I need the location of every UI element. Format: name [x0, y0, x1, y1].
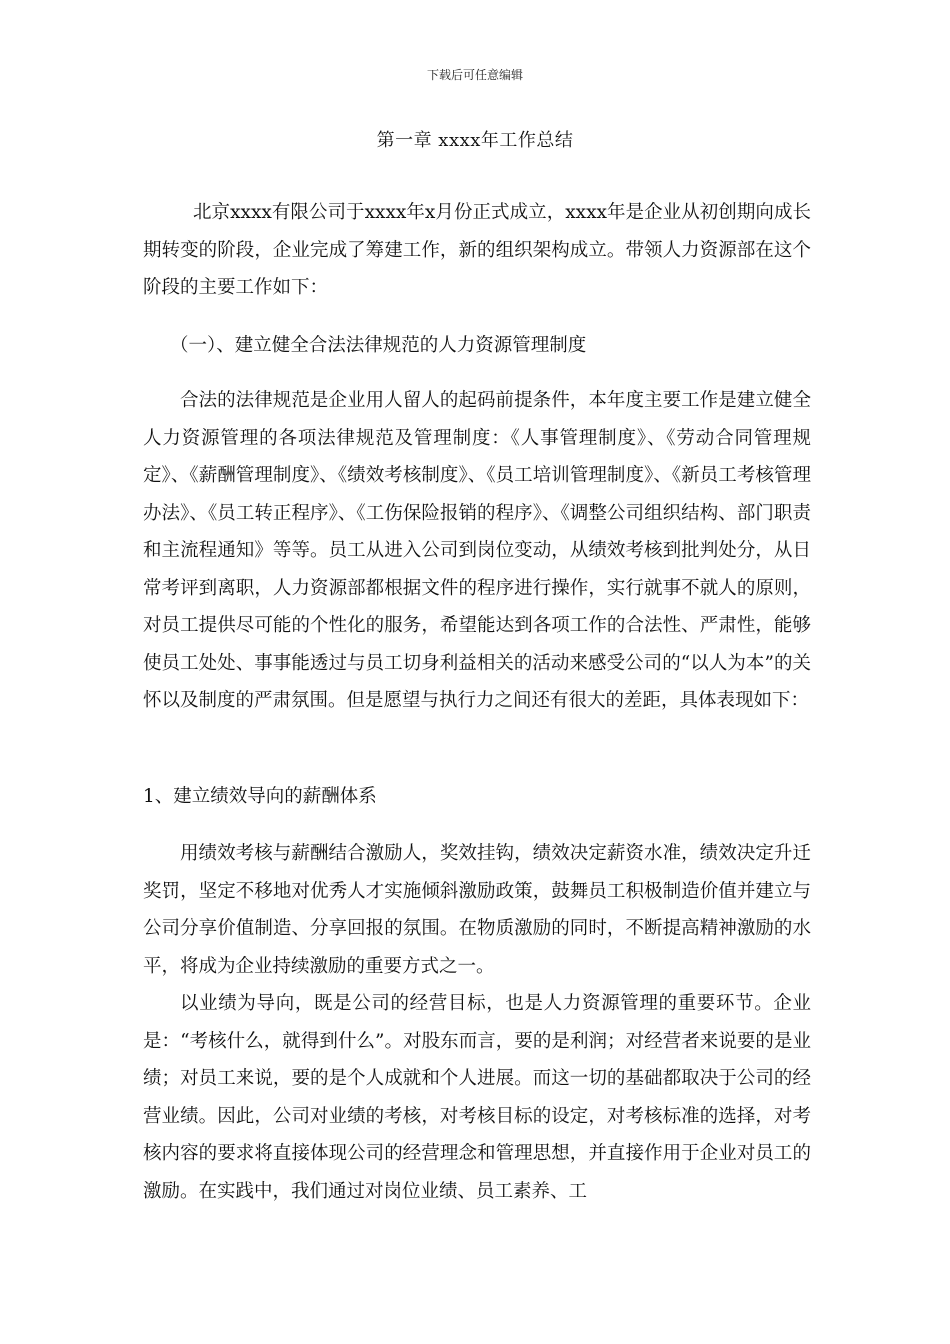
performance-paragraph: 用绩效考核与薪酬结合激励人，奖效挂钩，绩效决定薪资水准，绩效决定升迁奖罚，坚定不移地对优秀人才实施倾斜激励政策，鼓舞员工积极制造价值并建立与公司分享价值制造、分享回报的氛围。在物质激励的同时，不断提高精神激励的水平，将成为企业持续激励的重要方式之一。 [143, 843, 811, 977]
header-note: 下载后可任意编辑 [426, 68, 523, 82]
section-paragraph: 合法的法律规范是企业用人留人的起码前提条件，本年度主要工作是建立健全人力资源管理的各项法律规范及管理制度：《人事管理制度》、《劳动合同管理规定》、《薪酬管理制度》、《绩效考核制度》、《员工培训管理制度》、《新员工考核管理办法》、《员工转正程序》、《工伤保险报销的程序》、《调整公司组织结构、部门职责和主流程通知》等等。员工从进入公司到岗位变动，从绩效考核到批判处分，从日常考评到离职，人力资源部都根据文件的程序进行操作，实行就事不就人的原则，对员工提供尽可能的个性化的服务，希望能达到各项工作的合法性、严肃性，能够使员工处处、事事能透过与员工切身利益相关的活动来感受公司的“以人为本”的关怀以及制度的严肃氛围。但是愿望与执行力之间还有很大的差距，具体表现如下： [143, 390, 811, 711]
subsection-heading: 1、建立绩效导向的薪酬体系 [143, 786, 377, 807]
intro-paragraph: 北京xxxx有限公司于xxxx年x月份正式成立，xxxx年是企业从初创期向成长期转变的阶段，企业完成了筹建工作，新的组织架构成立。带领人力资源部在这个阶段的主要工作如下： [143, 202, 811, 298]
results-paragraph: 以业绩为导向，既是公司的经营目标，也是人力资源管理的重要环节。企业是：“考核什么，就得到什么”。对股东而言，要的是利润；对经营者来说要的是业绩；对员工来说，要的是个人成就和个人进展。而这一切的基础都取决于公司的经营业绩。因此，公司对业绩的考核，对考核目标的设定，对考核标准的选择，对考核内容的要求将直接体现公司的经营理念和管理思想，并直接作用于企业对员工的激励。在实践中，我们通过对岗位业绩、员工素养、工 [143, 993, 811, 1202]
chapter-title: 第一章 xxxx年工作总结 [376, 130, 574, 151]
section-heading: （一）、建立健全合法法律规范的人力资源管理制度 [170, 335, 587, 356]
